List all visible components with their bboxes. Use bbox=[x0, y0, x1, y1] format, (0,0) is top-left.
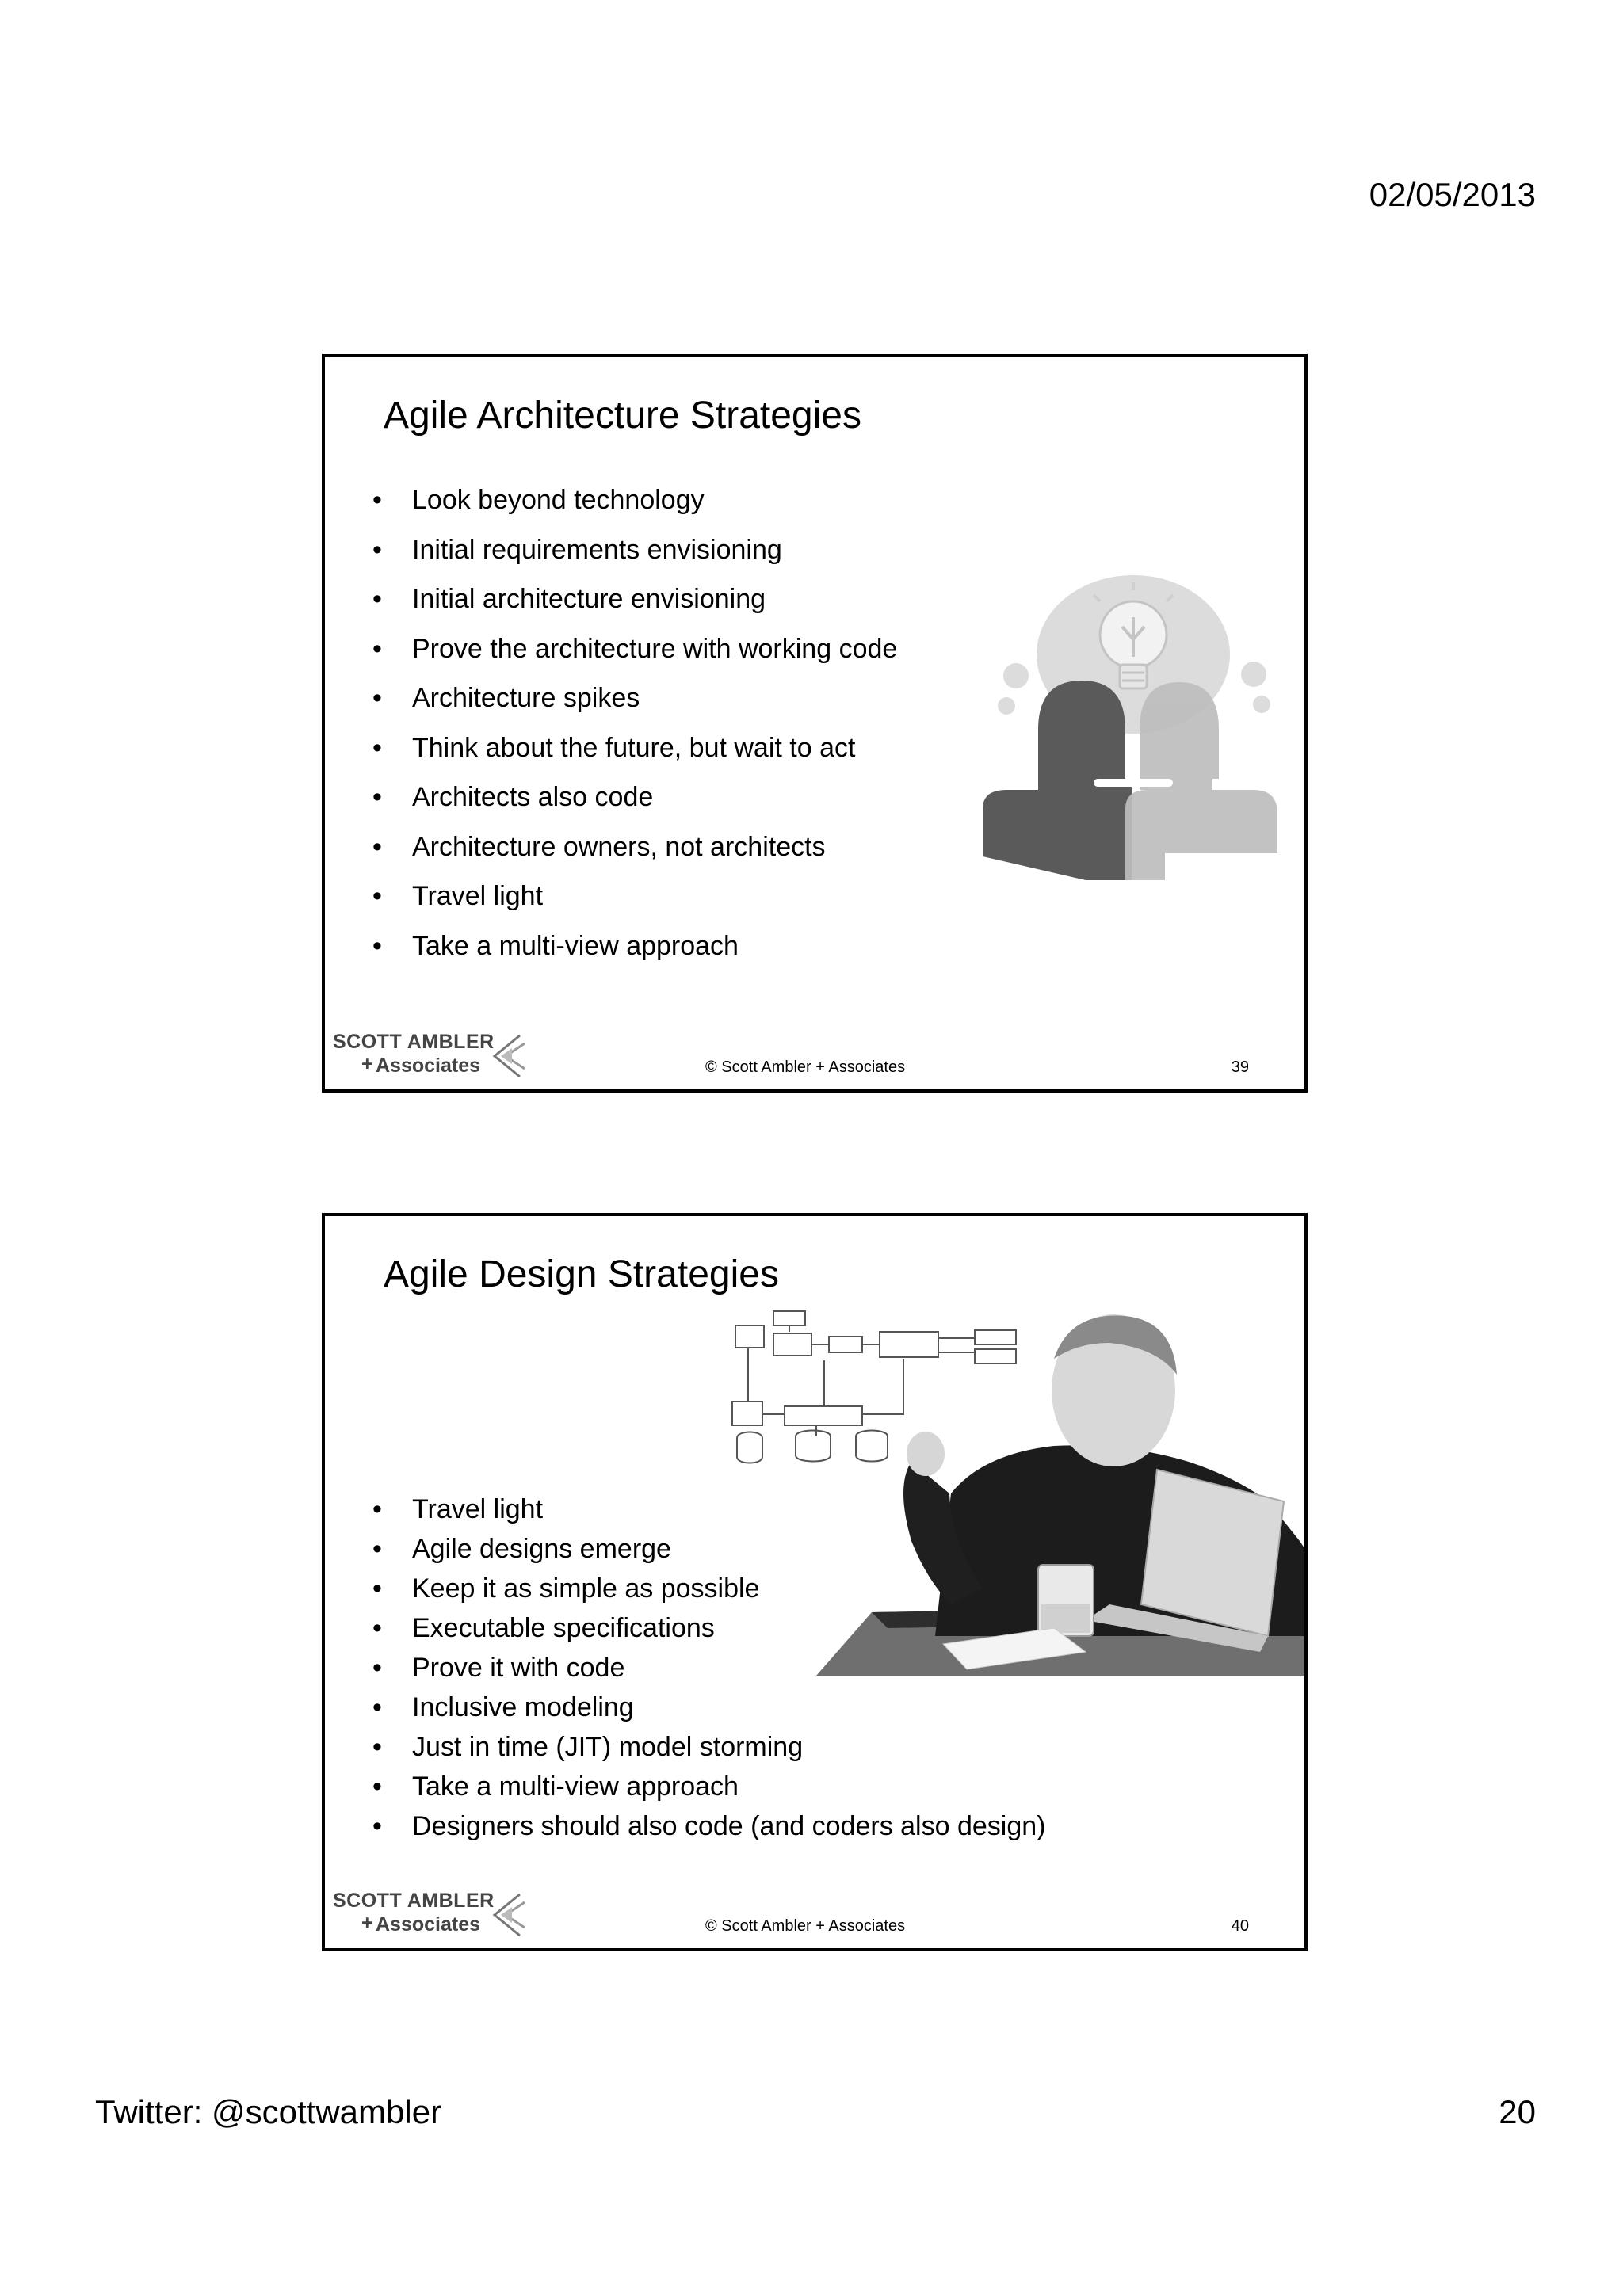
list-item: • Think about the future, but wait to act bbox=[372, 732, 856, 763]
logo-chevron-icon bbox=[488, 1032, 526, 1080]
logo-chevron-icon bbox=[488, 1891, 526, 1939]
list-item: • Keep it as simple as possible bbox=[372, 1573, 760, 1604]
bullet-list bbox=[372, 1493, 1045, 1850]
list-item: • Just in time (JIT) model storming bbox=[372, 1732, 804, 1762]
list-item: • Prove it with code bbox=[372, 1653, 625, 1683]
slide-number: 40 bbox=[1231, 1917, 1249, 1935]
list-item: • Architecture owners, not architects bbox=[372, 831, 826, 862]
page-number: 20 bbox=[1499, 2093, 1536, 2130]
page-date: 02/05/2013 bbox=[1369, 176, 1536, 213]
list-item: • Initial architecture envisioning bbox=[372, 584, 766, 614]
list-item: • Inclusive modeling bbox=[372, 1692, 634, 1722]
slide-title: Agile Architecture Strategies bbox=[384, 395, 861, 437]
list-item: • Take a multi-view approach bbox=[372, 930, 739, 961]
people-lightbulb-illustration bbox=[975, 571, 1284, 888]
slide-40 bbox=[322, 1213, 1308, 1951]
list-item: • Executable specifications bbox=[372, 1613, 715, 1643]
slide-number: 39 bbox=[1231, 1058, 1249, 1076]
copyright: © Scott Ambler + Associates bbox=[705, 1058, 906, 1076]
list-item: • Travel light bbox=[372, 1494, 544, 1524]
list-item: • Initial requirements envisioning bbox=[372, 534, 782, 565]
slide-title: Agile Design Strategies bbox=[384, 1253, 779, 1295]
list-item: • Travel light bbox=[372, 881, 544, 911]
list-item: • Take a multi-view approach bbox=[372, 1772, 739, 1802]
list-item: • Designers should also code (and coders also design) bbox=[372, 1811, 1046, 1841]
twitter-handle: Twitter: @scottwambler bbox=[95, 2093, 442, 2130]
list-item: • Architects also code bbox=[372, 782, 654, 812]
list-item: • Look beyond technology bbox=[372, 485, 705, 515]
copyright: © Scott Ambler + Associates bbox=[705, 1917, 906, 1935]
list-item: • Architecture spikes bbox=[372, 683, 640, 713]
company-logo: SCOTT AMBLER + Associates bbox=[333, 1890, 531, 1940]
company-logo: SCOTT AMBLER + Associates bbox=[333, 1031, 531, 1081]
list-item: • Prove the architecture with working code bbox=[372, 633, 898, 664]
bullet-list bbox=[372, 484, 897, 979]
slide-39 bbox=[322, 354, 1308, 1093]
list-item: • Agile designs emerge bbox=[372, 1534, 671, 1564]
